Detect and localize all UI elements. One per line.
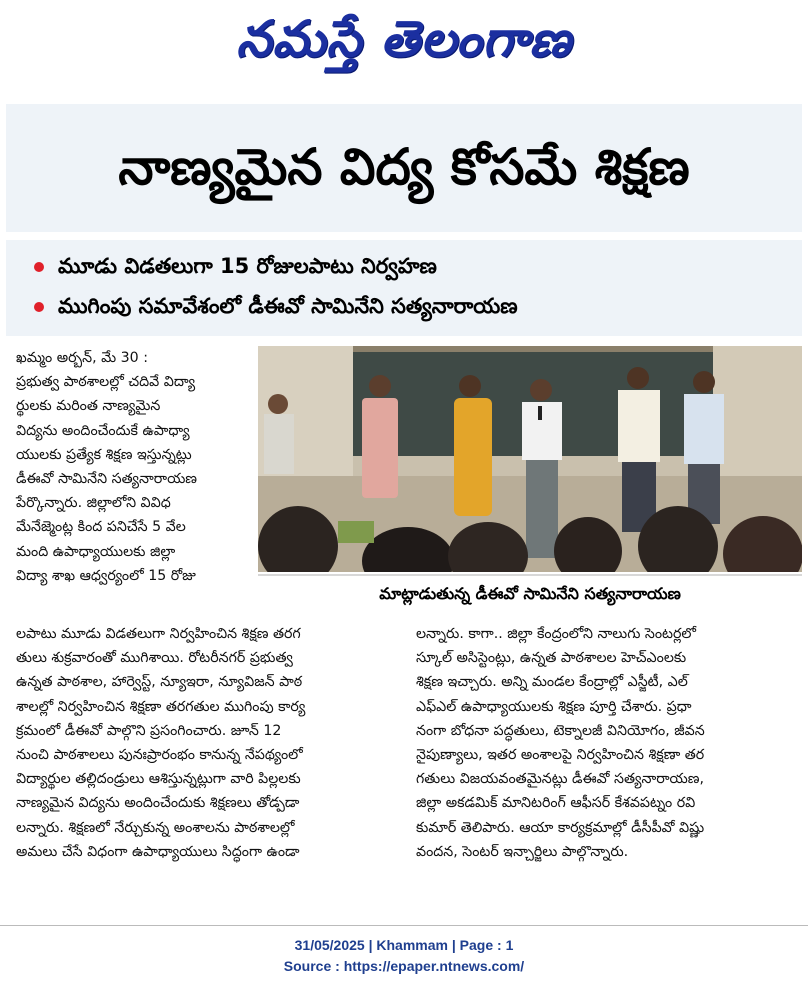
text-line: ర్థులకు మరింత నాణ్యమైన [16,398,161,415]
text-line: నాణ్యమైన విద్యను అందించేందుకు శిక్షణలు తోడ్పడా [16,795,300,812]
text-line: ఎఫ్ఎల్ ఉపాధ్యాయులకు శిక్షణ పూర్తి చేశారు. ప్రధా [416,698,692,715]
bullet-dot-icon [34,302,44,312]
text-line: లపాటు మూడు విడతలుగా నిర్వహించిన శిక్షణ తరగ [16,626,301,642]
text-line: విద్యార్థుల తల్లిదండ్రులు ఆశిస్తున్నట్లుగా వారి పిల్లలకు [16,771,301,788]
text-line: తులు శుక్రవారంతో ముగిశాయి. రోటరీనగర్ ప్రభుత్వ [16,650,293,667]
footer-source: Source : https://epaper.ntnews.com/ [283,958,525,974]
bullet-item: ముగింపు సమావేశంలో డీఈవో సామినేని సత్యనారాయణ [34,294,518,324]
person-5 [618,367,660,532]
text-line: యులకు ప్రత్యేక శిక్షణ ఇస్తున్నట్లు [16,446,192,463]
text-line: శాలల్లో నిర్వహించిన శిక్షణా తరగతుల ముగింపు కార్య [16,698,306,715]
text-line: నంగా బోధనా పద్ధతులు, టెక్నాలజీ వినియోగం, జీవన [416,722,705,739]
text-line: క్రమంలో డీఈవో పాల్గొని ప్రసంగించారు. జూన్ 12 [16,722,282,739]
text-line: కుమార్ తెలిపారు. ఆయా కార్యక్రమాల్లో డీసీపీవో విష్ణు [416,819,705,836]
masthead-logo-text: నమస్తే తెలంగాణ [236,10,572,68]
article-headline: నాణ్యమైన విద్య కోసమే శిక్షణ [118,138,690,196]
text-line: శిక్షణ ఇచ్చారు. అన్ని మండల కేంద్రాల్లో ఎస్జీటీ, ఎల్ [416,674,688,691]
text-line: పేర్కొన్నారు. జిల్లాలోని వివిధ [16,495,171,512]
photo-caption: మాట్లాడుతున్న డీఈవో సామినేని సత్యనారాయణ [379,584,681,603]
text-line: లన్నారు. శిక్షణలో నేర్చుకున్న అంశాలను పాఠశాలల్లో [16,819,295,836]
subheading-bullets [6,240,802,336]
text-line: ఉన్నత పాఠశాల, హార్వెస్ట్, న్యూఇరా, న్యూవిజన్ పాఠ [16,674,303,691]
event-photo [258,346,802,572]
text-line: వందన, సెంటర్ ఇన్చార్జిలు పాల్గొన్నారు. [416,843,629,860]
flower-bouquet [338,521,374,543]
text-line: గతులు విజయవంతమైనట్లు డీఈవో సత్యనారాయణ, [416,771,704,788]
text-line: మంది ఉపాధ్యాయులకు జిల్లా [16,543,176,560]
text-line: జిల్లా అకడమిక్ మానిటరింగ్ ఆఫీసర్ కేశవపట్నం రవి [416,795,696,812]
text-line: విద్యను అందించేందుకే ఉపాధ్యా [16,422,190,439]
text-line: స్కూల్ అసిస్టెంట్లు, ఉన్నత పాఠశాలల హెచ్ఎంలకు [416,650,687,667]
text-line: విద్యా శాఖ ఆధ్వర్యంలో 15 రోజు [16,567,196,584]
event-photo-illustration [258,346,802,572]
text-line: డీఈవో సామినేని సత్యనారాయణ [16,471,198,488]
text-line: ప్రభుత్వ పాఠశాలల్లో చదివే విద్యా [16,374,196,391]
text-line: నైపుణ్యాలు, ఇతర అంశాలపై నిర్వహించిన శిక్షణా తర [416,747,705,764]
text-line: నుంచి పాఠశాలలు పునఃప్రారంభం కానున్న నేపథ్యంలో [16,747,303,764]
bullet-dot-icon [34,262,44,272]
footer-date-edition: 31/05/2025 | Khammam | Page : 1 [294,937,514,953]
article-column-2 [16,622,408,864]
speaker [522,379,562,558]
photo-caption-box [258,574,802,614]
page-footer [0,935,808,977]
article-column-3 [416,622,796,864]
text-line: ఖమ్మం అర్బన్, మే 30 : [16,350,148,366]
bullet-item: మూడు విడతలుగా 15 రోజులపాటు నిర్వహణ [34,254,437,284]
article-column-1 [16,346,254,588]
text-line: లన్నారు. కాగా.. జిల్లా కేంద్రంలోని నాలుగు సెంటర్లలో [416,626,697,642]
newspaper-masthead [0,0,808,78]
text-line: మేనేజ్మెంట్ల కింద పనిచేసే 5 వేల [16,519,186,536]
text-line: అమలు చేసే విధంగా ఉపాధ్యాయులు సిద్ధంగా ఉండా [16,843,300,860]
